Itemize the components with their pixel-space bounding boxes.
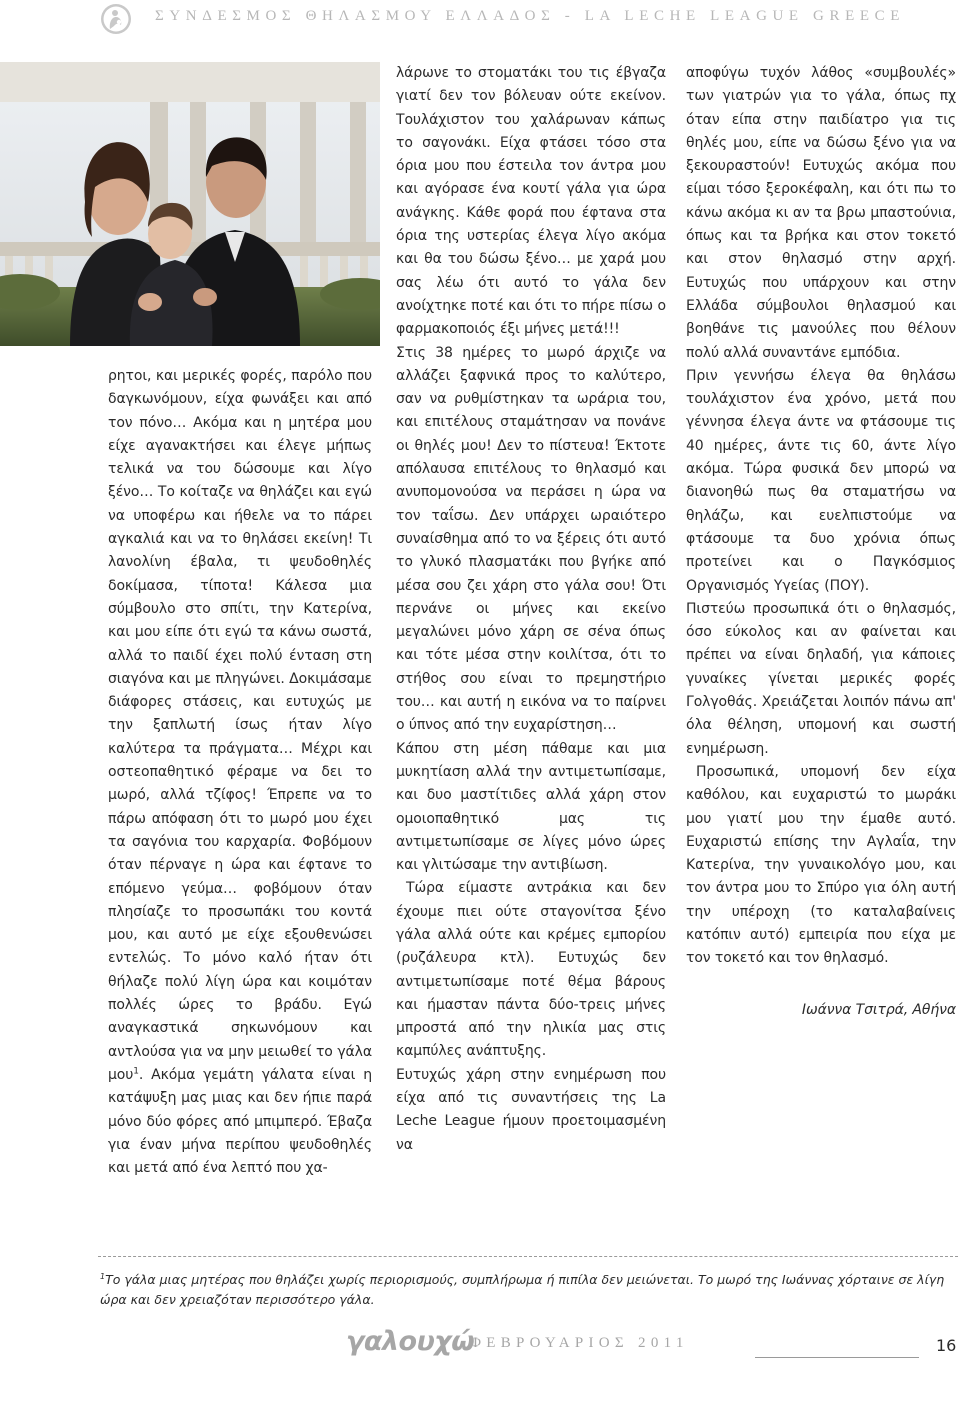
magazine-logo: γαλουχώ [346, 1326, 475, 1357]
header-title: ΣΥΝΔΕΣΜΟΣ ΘΗΛΑΣΜΟΥ ΕΛΛΑΔΟΣ - LA LECHE LEAGUE GREECE [155, 8, 905, 24]
paragraph: Ευτυχώς χάρη στην ενημέρωση που είχα από τις συναντήσεις της La Leche League ήμουν προετοιμασμένη να [396, 1066, 666, 1153]
author-signature: Ιωάννα Τσιτρά, Αθήνα [801, 1001, 956, 1018]
paragraph: ρητοι, και μερικές φορές, παρόλο που δαγκωνόμουν, είχα φωνάξει και από τον πόνο… Ακόμα και η μητέρα μου είχε αγανακτήσει και έλεγε μήπως τελικά να του δώσουμε και λίγο ξένο… Το κοίταζε να θηλάζει και εγώ να υποφέρω και ήθελε να το πάρει αγκαλιά και να το θηλάσει εκείνη! Τι λανολίνη έβαλα, τι ψευδοθηλές δοκίμασα, τίποτα! Κάλεσα μια σύμβουλο στο σπίτι, την Κατερίνα, και μου είπε ότι εγώ τα κάνω σωστά, αλλά το παιδί έχει πολύ ένταση στη σιαγόνα και με πληγώνει. Δοκιμάσαμε διάφορες στάσεις, και ευτυχώς με την ξαπλωτή ίσως ήταν λίγο καλύτερα τα πράγματα… Μέχρι και οστεοπαθητικό φέραμε να δει το μωρό, αλλά τζίφος! Έπρεπε να το πάρω απόφαση ότι το μωρό μου έχει τα σαγόνια του καρχαρία. Φοβόμουν όταν πέρναγε η ώρα και έφτανε το επόμενο γεύμα… φοβόμουν όταν πλησίαζε το προσωπάκι του κοντά μου, και αυτό με είχε εξουθενώσει εντελώς. Το μόνο καλό ήταν ότι θήλαζε πολύ λίγη ώρα και κοιμόταν πολλές ώρες το βράδυ. Εγώ αναγκαστικά σηκωνόμουν και αντλούσα για να μην μειωθεί το γάλα μου$^1$. Ακόμα γεμάτη γάλατα είναι η κατάψυξη μας μιας και δεν ήπιε παρά μόνο δύο φόρες από μπιμπερό. Έβαζα για έναν μήνα περίπου ψευδοθηλές και μετά από ένα λεπτό που χα- [108, 368, 372, 1177]
article-column-3 [686, 62, 956, 1022]
paragraph: Τώρα είμαστε αντράκια και δεν έχουμε πιει ούτε σταγονίτσα ξένο γάλα αλλά ούτε και κρέμες εμπορίου (ρυζάλευρα κτλ). Ευτυχώς δεν αντιμετωπίσαμε ποτέ θέμα βάρους και ήμασταν πάντα δύο-τρεις μήνες μπροστά από την ηλικία μας στις καμπύλες ανάπτυξης. [396, 880, 666, 1060]
family-photo [0, 62, 380, 346]
article-column-1 [108, 365, 372, 1180]
paragraph: Κάπου στη μέση πάθαμε και μια μυκητίαση αλλά την αντιμετωπίσαμε, και δυο μαστίτιδες αλλά χάρη στον ομοιοπαθητικό μας τις αντιμετωπίσαμε σε λίγες μόνο ώρες και γλιτώσαμε την αντιβίωση. [396, 740, 666, 874]
page-number: 16 [936, 1336, 957, 1355]
footnote-number: 1 [100, 1271, 106, 1281]
paragraph: λάρωνε το στοματάκι του τις έβγαζα γιατί δεν τον βόλευαν ούτε εκείνον. Τουλάχιστον του χαλάρωναν κάπως το σαγονάκι. Είχα φτάσει τόσο στα όρια μου που έστειλα τον άντρα μου και αγόρασε ένα κουτί γάλα για ώρα ανάγκης. Κάθε φορά που έφτανα στα όρια της υστερίας έλεγα λίγο ακόμα και θα του δώσω ξένο… με χαρά μου σας λέω ότι αυτό το γάλα δεν ανοίχτηκε ποτέ και ότι το πήρε πίσω ο φαρμακοποιός έξι μήνες μετά!!! [396, 65, 666, 338]
issue-date: ΦΕΒΡΟΥΑΡΙΟΣ 2011 [470, 1335, 689, 1351]
paragraph: Προσωπικά, υπομονή δεν είχα καθόλου, και ευχαριστώ το μωράκι μου γιατί μου την έμαθε αυτό. Ευχαριστώ επίσης την Αγλαΐα, την Κατερίνα, την γυναικολόγο μου, και τον άντρα μου το Σπύρο για όλη αυτή την υπέροχη (το καταλαβαίνεις κατόπιν αυτό) εμπειρία που είχα με τον τοκετό και τον θηλασμό. [686, 763, 956, 967]
mother-child-logo-icon [100, 3, 132, 35]
page-number-line [755, 1357, 919, 1358]
footnote-divider [98, 1256, 958, 1257]
paragraph: Πιστεύω προσωπικά ότι ο θηλασμός, όσο εύκολος και αν φαίνεται και πρέπει να είναι δηλαδή, για κάποιες γυναίκες γίνεται μερικές φορές Γολγοθάς. Χρειάζεται λοιπόν πάνω απ' όλα θέληση, υπομονή και σωστή ενημέρωση. [686, 600, 956, 757]
footnote-marker: 1 [133, 1066, 139, 1077]
footnote-text: Το γάλα μιας μητέρας που θηλάζει χωρίς περιορισμούς, συμπλήρωμα ή πιπίλα δεν μειώνεται. Το μωρό της Ιωάννας χόρταινε σε λίγη ώρα και δεν χρειαζόταν περισσότερο γάλα. [100, 1272, 945, 1307]
article-column-2 [396, 62, 666, 1157]
paragraph: αποφύγω τυχόν λάθος «συμβουλές» των γιατρών για το γάλα, όπως πχ όταν είπα στην παιδίατρο για τις θηλές μου, είπε να δώσω ξένο για να ξεκουραστούν! Ευτυχώς ακόμα που είμαι τόσο ξεροκέφαλη, και ότι πω το κάνω ακόμα κι αν τα βρω μπαστούνια, όπως και τα βρήκα και στον τοκετό και στον θηλασμό στην αρχή. Ευτυχώς που υπάρχουν και στην Ελλάδα σύμβουλοι θηλασμού και βοηθάνε τις μανούλες που θέλουν πολύ αλλά συναντάνε εμπόδια. [686, 65, 956, 361]
paragraph: Στις 38 ημέρες το μωρό άρχιζε να αλλάζει ξαφνικά προς το καλύτερο, σαν να ρυθμίστηκαν τα ωράρια του, και επιτέλους σταμάτησαν να πονάνε οι θηλές μου! Δεν το πίστευα! Έκτοτε απόλαυσα επιτέλους το θηλασμό και ανυπομονούσα να περάσει η ώρα να τον ταΐσω. Δεν υπάρχει ωραιότερο συναίσθημα από το να ξέρεις ότι αυτό το γλυκό πλασματάκι που βγήκε από μέσα σου ζει χάρη στο γάλα σου! Ότι περνάνε οι μήνες και εκείνο μεγαλώνει μόνο χάρη σε σένα όπως και τότε μέσα στην κοιλίτσα, ότι το στήθος σου είναι το πρεμηστήριο του… και αυτή η εικόνα να το παίρνει ο ύπνος από την ευχαρίστηση… [396, 344, 666, 734]
footnote [100, 1270, 958, 1310]
paragraph: Πριν γεννήσω έλεγα θα θηλάσω τουλάχιστον ένα χρόνο, μετά που γέννησα έλεγα άντε να φτάσουμε τις 40 ημέρες, άντε τις 60, άντε λίγο ακόμα. Τώρα φυσικά δεν μπορώ να διανοηθώ πως θα σταματήσω να θηλάζω, και ευελπιστούμε να φτάσουμε τα δυο χρόνια όπως προτείνει και ο Παγκόσμιος Οργανισμός Υγείας (ΠΟΥ). [686, 367, 956, 594]
